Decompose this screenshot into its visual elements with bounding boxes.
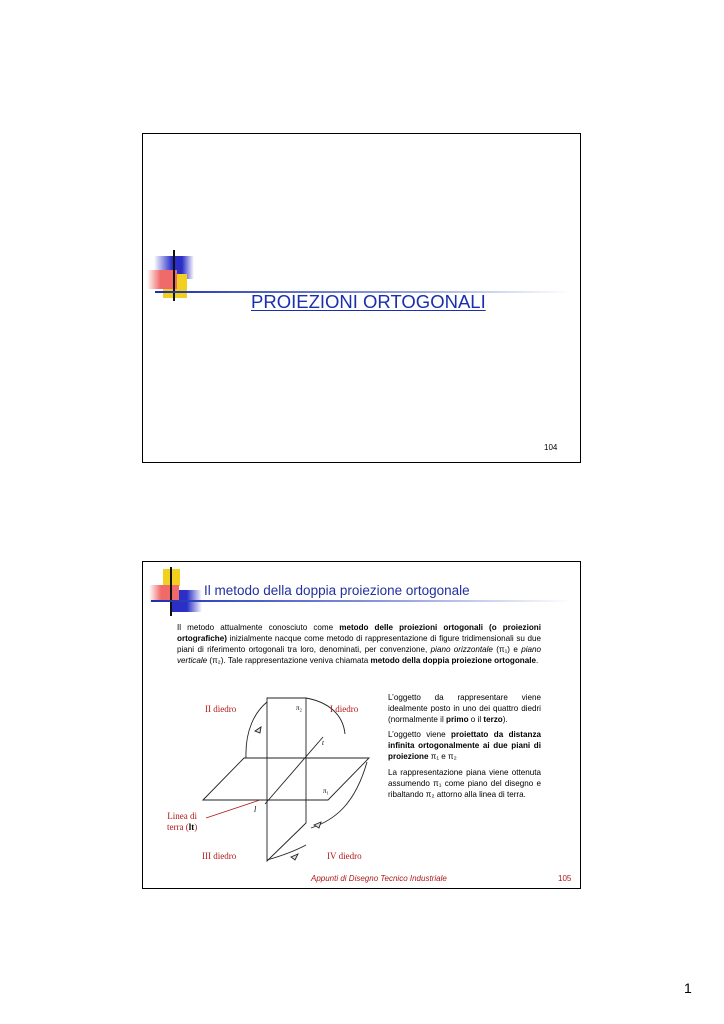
linea-line2 xyxy=(167,822,197,833)
right-text: π₁ e π₂ xyxy=(428,752,457,762)
pi1-symbol: π₁ xyxy=(323,787,329,795)
label-ii-diedro: II diedro xyxy=(205,704,237,714)
right-para-1 xyxy=(388,692,541,725)
intro-text: . xyxy=(535,656,539,666)
intro-text: inizialmente nacque come metodo di rappresentazione di figure tridimensionali su due piani di riferimento ortogonali tra loro, denominati, per convenzione, xyxy=(177,634,541,655)
right-bold: proiettato da distanza infinita ortogonalmente ai due piani di proiezione xyxy=(388,730,541,762)
intro-symbol: (π₂) xyxy=(207,656,224,666)
arc-iv xyxy=(311,762,367,828)
intro-text: e xyxy=(510,645,522,655)
linea-line1: Linea di xyxy=(167,811,197,821)
pi2-symbol: π₂ xyxy=(296,704,302,712)
linea-text: terra ( xyxy=(167,822,189,832)
t-symbol: t xyxy=(322,739,324,747)
right-bold: terzo xyxy=(483,715,503,725)
right-text: ). xyxy=(502,715,508,725)
intro-text: . Tale rappresentazione veniva chiamata xyxy=(223,656,371,666)
slide-page-number: 104 xyxy=(544,443,558,452)
intro-symbol: (π₁) xyxy=(492,645,510,655)
arrow-icon xyxy=(255,727,261,733)
label-linea-di-terra xyxy=(167,811,197,833)
intro-bold: metodo della doppia proiezione ortogonale xyxy=(370,656,536,666)
label-iv-diedro: IV diedro xyxy=(327,851,362,861)
sheet-number: 1 xyxy=(684,980,692,996)
label-i-diedro: I diedro xyxy=(330,704,359,714)
horizontal-plane xyxy=(203,758,369,800)
right-column xyxy=(388,692,541,804)
arc-iii xyxy=(267,845,306,860)
right-text: L’oggetto da rappresentare viene idealmente posto in uno dei quattro diedri (normalmente il xyxy=(388,693,541,725)
right-text: o il xyxy=(468,715,484,725)
slide-title: Il metodo della doppia proiezione ortogonale xyxy=(204,583,470,598)
slide-title: PROIEZIONI ORTOGONALI xyxy=(251,291,486,312)
intro-italic: piano verticale xyxy=(177,645,541,666)
slide-105 xyxy=(142,561,581,889)
slide-footer: Appunti di Disegno Tecnico Industriale xyxy=(311,874,447,883)
l-symbol: l xyxy=(254,805,257,814)
linea-close: ) xyxy=(194,822,198,832)
intro-bold: metodo delle proiezioni ortogonali (o proiezioni ortografiche) xyxy=(177,623,541,644)
right-bold: primo xyxy=(446,715,469,725)
ground-line xyxy=(265,737,323,804)
linea-lt: lt xyxy=(188,822,195,832)
right-text: L’oggetto viene xyxy=(388,730,452,740)
arrow-icon xyxy=(291,854,298,860)
intro-text: Il metodo attualmente conosciuto come xyxy=(177,623,340,632)
intro-italic: piano orizzontale xyxy=(430,645,493,655)
right-para-2 xyxy=(388,729,541,762)
right-para-3: La rappresentazione piana viene ottenuta assumendo π₁ come piano del disegno e ribaltando π₂ attorno alla linea di terra. xyxy=(388,767,541,799)
label-iii-diedro: III diedro xyxy=(202,851,237,861)
slide-page-number: 105 xyxy=(558,874,572,883)
slide-104 xyxy=(142,133,581,463)
arrow-icon xyxy=(314,822,321,828)
leader-line xyxy=(206,800,260,818)
